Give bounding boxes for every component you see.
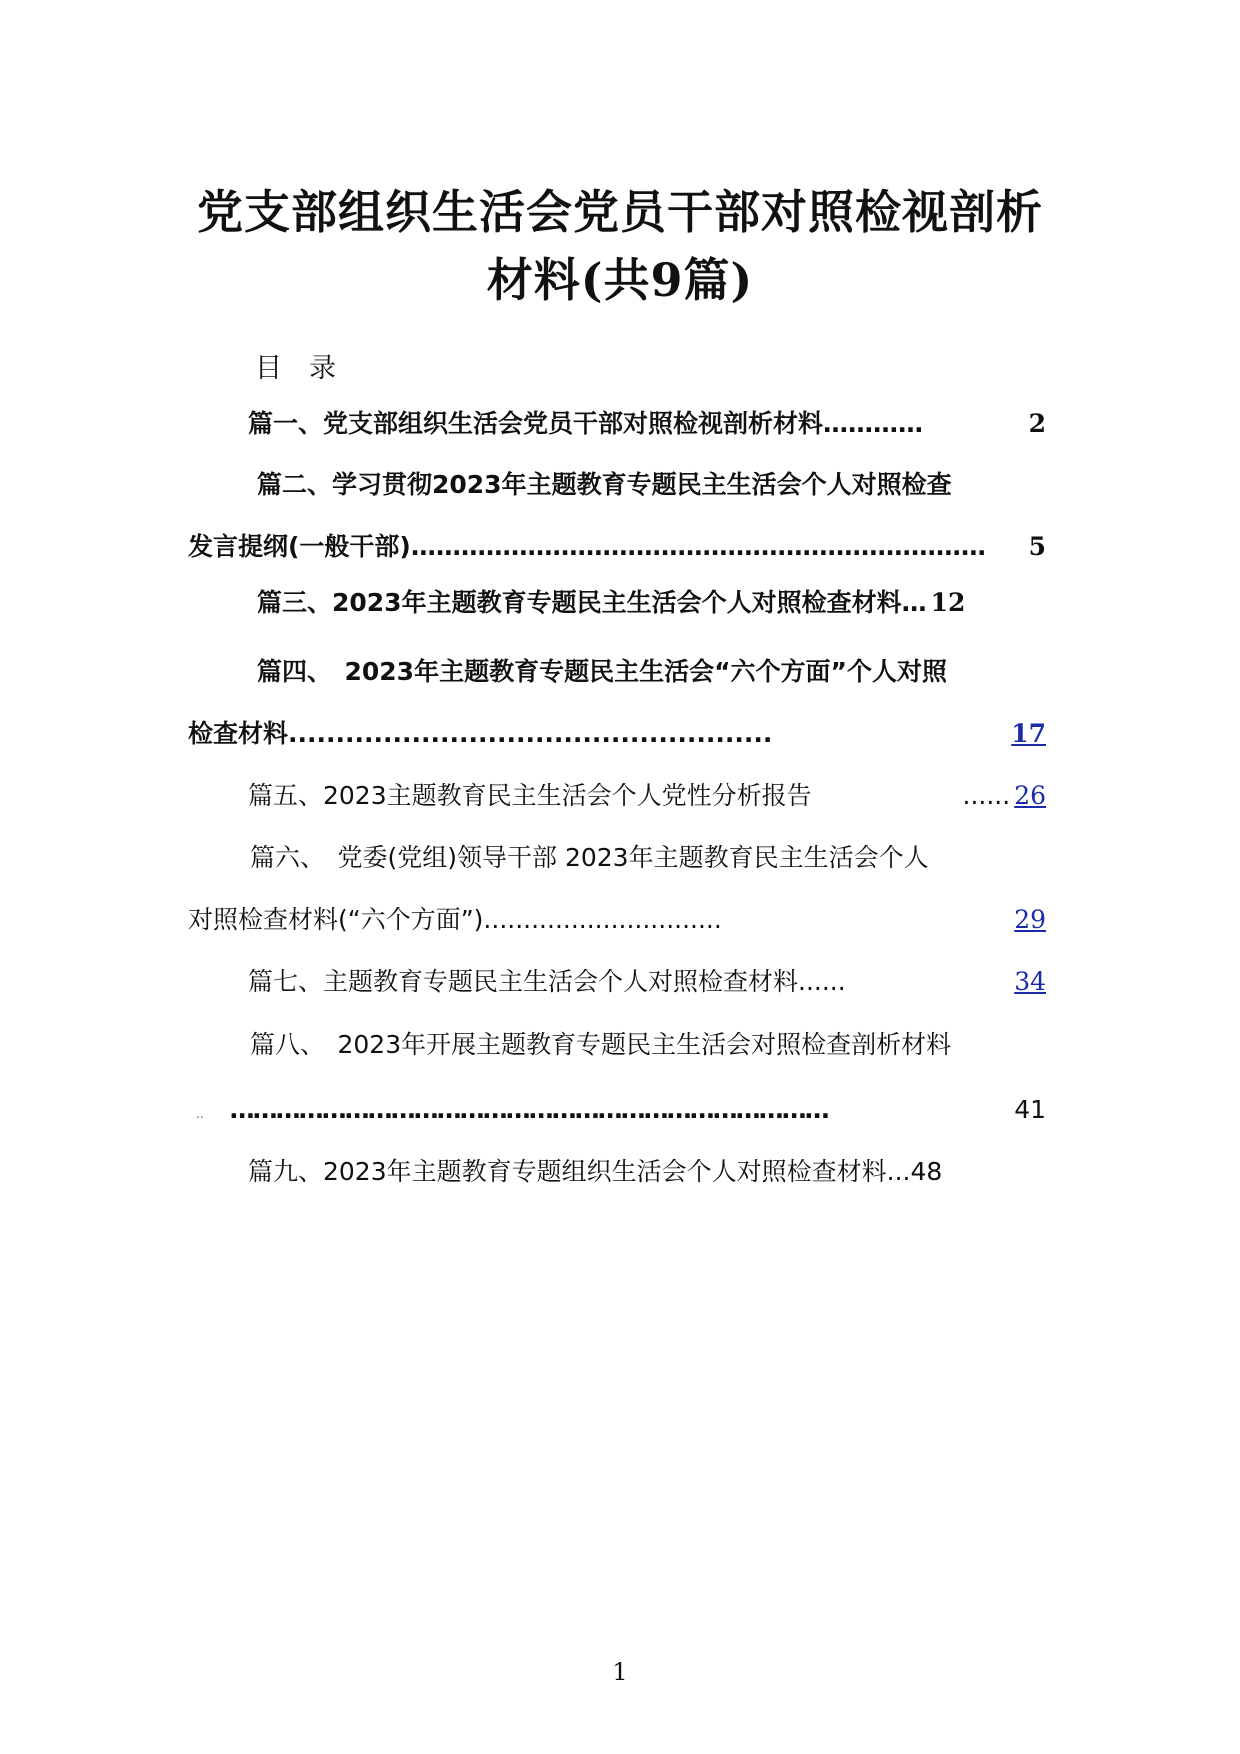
- toc-page-link[interactable]: 26: [1014, 781, 1046, 810]
- title-line-1: 党支部组织生活会党员干部对照检视剖析: [197, 185, 1043, 239]
- toc-page-number: 48: [910, 1157, 943, 1186]
- toc-entry-text: 篇九、2023年主题教育专题组织生活会个人对照检查材料: [248, 1157, 887, 1186]
- toc-page-number: 5: [1028, 532, 1046, 561]
- toc-entry-5[interactable]: [248, 778, 1046, 814]
- toc-entry-6[interactable]: [188, 902, 1046, 938]
- title-line-2: 材料(共9篇): [486, 253, 754, 307]
- toc-leader-dots: ......: [798, 967, 846, 996]
- toc-page-number: 12: [930, 588, 966, 617]
- toc-entry-text: 篇三、2023年主题教育专题民主生活会个人对照检查材料: [257, 588, 902, 617]
- toc-leader-dots: ......: [962, 781, 1011, 810]
- toc-entry-1[interactable]: [248, 406, 1046, 442]
- toc-entry-3[interactable]: [257, 585, 1046, 621]
- toc-entry-2-line-1[interactable]: 篇二、学习贯彻2023年主题教育专题民主生活会个人对照检查: [257, 470, 952, 499]
- toc-entry-text: 对照检查材料(“六个方面”): [188, 905, 484, 934]
- toc-entry-text: 篇一、党支部组织生活会党员干部对照检视剖析材料: [248, 409, 824, 438]
- toc-entry-9[interactable]: [248, 1154, 1046, 1190]
- toc-entry-text: 篇五、2023主题教育民主生活会个人党性分析报告: [248, 781, 812, 810]
- toc-leader-dots: ……………………………………………………………………: [229, 1095, 828, 1124]
- toc-page-number: 41: [1014, 1095, 1046, 1124]
- toc-entry-4-line-1[interactable]: 篇四、 2023年主题教育专题民主生活会“六个方面”个人对照: [257, 657, 947, 686]
- toc-page-link[interactable]: 29: [1014, 905, 1046, 934]
- toc-entry-6-line-1[interactable]: 篇六、 党委(党组)领导干部 2023年主题教育民主生活会个人: [250, 843, 929, 872]
- toc-stray-dots: ..: [196, 1107, 204, 1121]
- toc-entry-4[interactable]: [188, 716, 1046, 752]
- toc-entry-8[interactable]: [196, 1092, 1046, 1132]
- toc-leader-dots: …: [901, 588, 927, 617]
- toc-leader-dots: ……………………………………………………………: [410, 532, 986, 561]
- toc-page-number: 2: [1028, 409, 1046, 438]
- toc-leader-dots: ...: [886, 1157, 911, 1186]
- document-title: [0, 178, 1240, 314]
- toc-heading: 目 录: [255, 353, 336, 384]
- page-number: 1: [612, 1658, 628, 1686]
- toc-entry-text: 篇七、主题教育专题民主生活会个人对照检查材料: [248, 967, 799, 996]
- toc-leader-dots: ..............................: [483, 905, 722, 934]
- toc-entry-text: 检查材料: [188, 719, 289, 748]
- toc-entry-text: 发言提纲(一般干部): [188, 532, 411, 561]
- toc-leader-dots: …………: [823, 409, 924, 438]
- toc-page-link[interactable]: 34: [1014, 967, 1046, 996]
- toc-page-link[interactable]: 17: [1011, 719, 1046, 748]
- toc-entry-7[interactable]: [248, 964, 1046, 1000]
- toc-entry-2[interactable]: [188, 529, 1046, 565]
- toc-leader-dots: ...................................................: [288, 719, 773, 748]
- toc-entry-8-line-1[interactable]: 篇八、 2023年开展主题教育专题民主生活会对照检查剖析材料: [250, 1030, 952, 1059]
